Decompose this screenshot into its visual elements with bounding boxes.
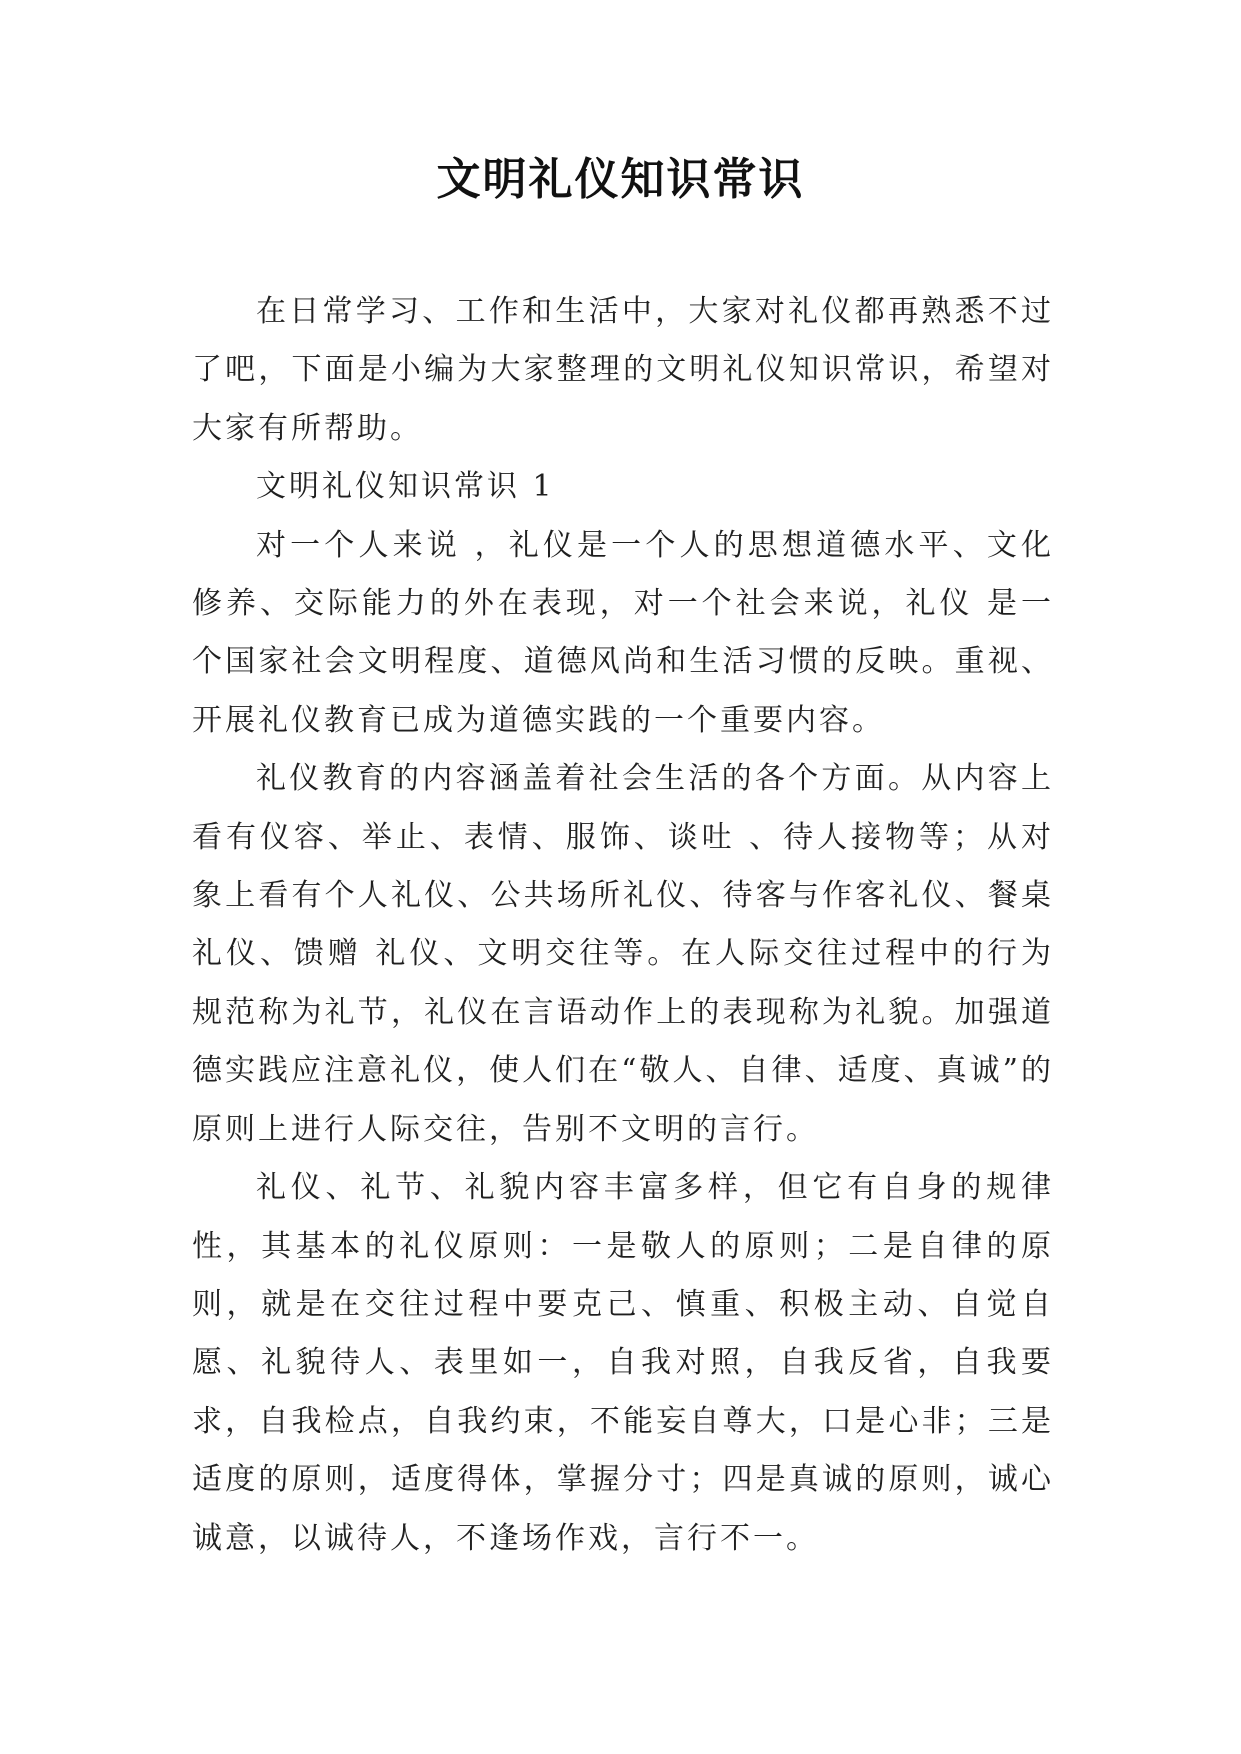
body-paragraph: 礼仪教育的内容涵盖着社会生活的各个方面。从内容上看有仪容、举止、表情、服饰、谈吐 、待人接物等；从对象上看有个人礼仪、公共场所礼仪、待客与作客礼仪、餐桌礼仪、馈赠 礼仪、文明交往等。在人际交往过程中的行为规范称为礼节，礼仪在言语动作上的表现称为礼貌。加强道德实践应注意礼仪，使人们在“敬人、自律、适度、真诚”的原则上进行人际交往，告别不文明的言行。 [192, 761, 1054, 1147]
body-paragraph: 对一个人来说 ，礼仪是一个人的思想道德水平、文化修养、交际能力的外在表现，对一个社会来说，礼仪 是一个国家社会文明程度、道德风尚和生活习惯的反映。重视、开展礼仪教育已成为道德实践的一个重要内容。 [192, 527, 1054, 738]
intro-paragraph: 在日常学习、工作和生活中，大家对礼仪都再熟悉不过了吧，下面是小编为大家整理的文明礼仪知识常识，希望对大家有所帮助。 [192, 294, 1054, 446]
body-paragraph: 礼仪、礼节、礼貌内容丰富多样，但它有自身的规律性，其基本的礼仪原则：一是敬人的原则；二是自律的原则，就是在交往过程中要克己、慎重、积极主动、自觉自愿、礼貌待人、表里如一，自我对照，自我反省，自我要求，自我检点，自我约束，不能妄自尊大，口是心非；三是适度的原则，适度得体，掌握分寸；四是真诚的原则，诚心诚意，以诚待人，不逢场作戏，言行不一。 [192, 1170, 1054, 1556]
document-title: 文明礼仪知识常识 [436, 154, 805, 205]
section-heading: 文明礼仪知识常识 1 [256, 469, 555, 505]
document-body [192, 283, 1054, 1568]
